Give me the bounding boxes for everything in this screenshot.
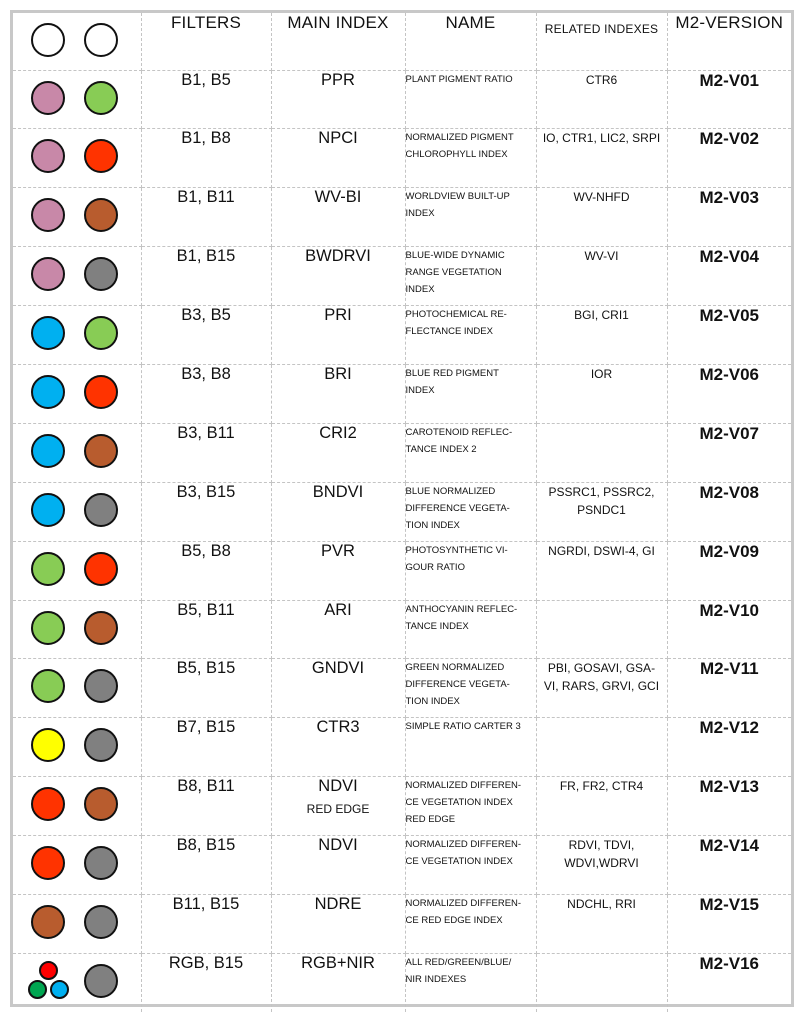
header-m2-version: M2-VERSION [667,13,791,70]
main-index-cell [271,364,405,423]
main-index-label: PVR [321,541,355,560]
related-indexes-cell: NGRDI, DSWI-4, GI [536,541,667,600]
filter-swatches-cell [13,247,141,306]
white-circle-icon [31,23,65,57]
filters-cell: B5, B15 [141,659,271,718]
table-row [13,541,791,600]
main-index-cell [271,600,405,659]
related-indexes-cell: PSSRC1, PSSRC2, PSNDC1 [536,482,667,541]
filters-cell: B1, B5 [141,70,271,129]
m2-version-cell: M2-V10 [667,600,791,659]
brown-circle-icon [31,905,65,939]
table-row [13,129,791,188]
index-name-cell: ALL RED/GREEN/BLUE/ NIR INDEXES [405,953,536,1012]
m2-version-cell: M2-V11 [667,659,791,718]
m2-version-cell: M2-V15 [667,894,791,953]
main-index-cell [271,836,405,895]
red-dot-icon [39,961,58,980]
main-index-cell [271,894,405,953]
filter-swatches-cell [13,129,141,188]
filters-cell: B8, B11 [141,777,271,836]
pink-circle-icon [31,257,65,291]
index-name-cell: NORMALIZED DIFFEREN- CE VEGETATION INDEX RED EDGE [405,777,536,836]
index-table-frame [10,10,794,1007]
green-circle-icon [84,81,118,115]
filters-cell: B1, B15 [141,247,271,306]
filters-cell: B1, B11 [141,188,271,247]
table-row [13,423,791,482]
red-circle-icon [31,846,65,880]
table-row [13,836,791,895]
header-main-index: MAIN INDEX [271,13,405,70]
blue-dot-icon [50,980,69,999]
filter-swatches-cell [13,836,141,895]
main-index-label: PPR [321,70,355,89]
table-row [13,600,791,659]
filter-swatches-cell [13,600,141,659]
filters-cell: B5, B11 [141,600,271,659]
filter-swatches-cell [13,894,141,953]
pink-circle-icon [31,81,65,115]
index-name-cell: NORMALIZED DIFFEREN- CE VEGETATION INDEX [405,836,536,895]
index-table [13,13,791,1012]
main-index-cell [271,306,405,365]
index-name-cell: PHOTOSYNTHETIC VI- GOUR RATIO [405,541,536,600]
filter-swatches-cell [13,306,141,365]
green-circle-icon [31,552,65,586]
m2-version-cell: M2-V12 [667,718,791,777]
table-row [13,364,791,423]
index-name-cell: BLUE NORMALIZED DIFFERENCE VEGETA- TION INDEX [405,482,536,541]
gray-circle-icon [84,964,118,998]
table-row [13,718,791,777]
blue-circle-icon [31,316,65,350]
rgb-cluster-icon [27,960,71,1004]
main-index-label: CRI2 [319,423,357,442]
related-indexes-cell [536,423,667,482]
main-index-label: PRI [324,306,352,325]
table-row [13,482,791,541]
related-indexes-cell: NDCHL, RRI [536,894,667,953]
gray-circle-icon [84,257,118,291]
green-circle-icon [31,669,65,703]
main-index-cell [271,659,405,718]
filter-swatches-cell [13,541,141,600]
main-index-cell [271,541,405,600]
index-name-cell: NORMALIZED PIGMENT CHLOROPHYLL INDEX [405,129,536,188]
filters-cell: B11, B15 [141,894,271,953]
index-name-cell: PHOTOCHEMICAL RE- FLECTANCE INDEX [405,306,536,365]
blue-circle-icon [31,434,65,468]
green-circle-icon [31,611,65,645]
filters-cell: B3, B15 [141,482,271,541]
blue-circle-icon [31,493,65,527]
brown-circle-icon [84,198,118,232]
main-index-cell [271,247,405,306]
main-index-label: NPCI [318,129,358,148]
main-index-cell [271,423,405,482]
related-indexes-cell: WV-VI [536,247,667,306]
related-indexes-cell: WV-NHFD [536,188,667,247]
related-indexes-cell: BGI, CRI1 [536,306,667,365]
green-dot-icon [28,980,47,999]
green-circle-icon [84,316,118,350]
main-index-label: NDVI [318,777,358,796]
related-indexes-cell: RDVI, TDVI, WDVI,WDRVI [536,836,667,895]
table-row [13,247,791,306]
filters-cell: B3, B11 [141,423,271,482]
filter-swatches-cell [13,364,141,423]
filters-cell: B3, B8 [141,364,271,423]
brown-circle-icon [84,787,118,821]
index-name-cell: GREEN NORMALIZED DIFFERENCE VEGETA- TION INDEX [405,659,536,718]
filters-cell: RGB, B15 [141,953,271,1012]
main-index-cell [271,70,405,129]
related-indexes-cell: IOR [536,364,667,423]
header-filters: FILTERS [141,13,271,70]
white-circle-icon [84,23,118,57]
red-circle-icon [31,787,65,821]
main-index-label: BWDRVI [305,247,371,266]
m2-version-cell: M2-V14 [667,836,791,895]
filters-cell: B7, B15 [141,718,271,777]
table-row [13,953,791,1012]
gray-circle-icon [84,728,118,762]
table-row [13,659,791,718]
index-name-cell: PLANT PIGMENT RATIO [405,70,536,129]
m2-version-cell: M2-V07 [667,423,791,482]
main-index-cell [271,777,405,836]
filter-swatches-cell [13,70,141,129]
filter-swatches-cell [13,777,141,836]
main-index-label: NDRE [314,894,362,913]
related-indexes-cell: PBI, GOSAVI, GSA- VI, RARS, GRVI, GCI [536,659,667,718]
table-row [13,70,791,129]
related-indexes-cell: FR, FR2, CTR4 [536,777,667,836]
red-circle-icon [84,375,118,409]
index-name-cell: BLUE RED PIGMENT INDEX [405,364,536,423]
related-indexes-cell [536,718,667,777]
header-swatches-cell [13,13,141,70]
table-row [13,306,791,365]
filter-swatches-cell [13,659,141,718]
header-row [13,13,791,70]
m2-version-cell: M2-V01 [667,70,791,129]
gray-circle-icon [84,905,118,939]
related-indexes-cell: CTR6 [536,70,667,129]
header-related-indexes: RELATED INDEXES [536,13,667,70]
pink-circle-icon [31,198,65,232]
table-row [13,188,791,247]
related-indexes-cell [536,600,667,659]
m2-version-cell: M2-V16 [667,953,791,1012]
index-name-cell: ANTHOCYANIN REFLEC- TANCE INDEX [405,600,536,659]
filter-swatches-cell [13,718,141,777]
red-circle-icon [84,139,118,173]
main-index-cell [271,129,405,188]
main-index-cell [271,482,405,541]
related-indexes-cell [536,953,667,1012]
main-index-label: CTR3 [316,718,360,737]
main-index-sublabel: RED EDGE [306,802,370,817]
filter-swatches-cell [13,953,141,1012]
filter-swatches-cell [13,423,141,482]
main-index-cell [271,953,405,1012]
header-name: NAME [405,13,536,70]
filters-cell: B5, B8 [141,541,271,600]
m2-version-cell: M2-V05 [667,306,791,365]
m2-version-cell: M2-V04 [667,247,791,306]
gray-circle-icon [84,669,118,703]
m2-version-cell: M2-V06 [667,364,791,423]
main-index-label: RGB+NIR [301,953,375,972]
main-index-cell [271,718,405,777]
blue-circle-icon [31,375,65,409]
m2-version-cell: M2-V03 [667,188,791,247]
main-index-label: NDVI [318,836,358,855]
index-name-cell: BLUE-WIDE DYNAMIC RANGE VEGETATION INDEX [405,247,536,306]
related-indexes-cell: IO, CTR1, LIC2, SRPI [536,129,667,188]
main-index-label: WV-BI [314,188,362,207]
index-name-cell: WORLDVIEW BUILT-UP INDEX [405,188,536,247]
index-name-cell: SIMPLE RATIO CARTER 3 [405,718,536,777]
red-circle-icon [84,552,118,586]
filter-swatches-cell [13,188,141,247]
filters-cell: B3, B5 [141,306,271,365]
main-index-label: BNDVI [312,482,364,501]
brown-circle-icon [84,611,118,645]
filters-cell: B1, B8 [141,129,271,188]
main-index-cell [271,188,405,247]
m2-version-cell: M2-V02 [667,129,791,188]
yellow-circle-icon [31,728,65,762]
main-index-label: GNDVI [311,659,365,678]
table-row [13,894,791,953]
index-name-cell: NORMALIZED DIFFEREN- CE RED EDGE INDEX [405,894,536,953]
filter-swatches-cell [13,482,141,541]
m2-version-cell: M2-V13 [667,777,791,836]
gray-circle-icon [84,493,118,527]
brown-circle-icon [84,434,118,468]
index-name-cell: CAROTENOID REFLEC- TANCE INDEX 2 [405,423,536,482]
filters-cell: B8, B15 [141,836,271,895]
m2-version-cell: M2-V08 [667,482,791,541]
pink-circle-icon [31,139,65,173]
main-index-label: ARI [324,600,352,619]
main-index-label: BRI [324,364,352,383]
gray-circle-icon [84,846,118,880]
table-row [13,777,791,836]
m2-version-cell: M2-V09 [667,541,791,600]
